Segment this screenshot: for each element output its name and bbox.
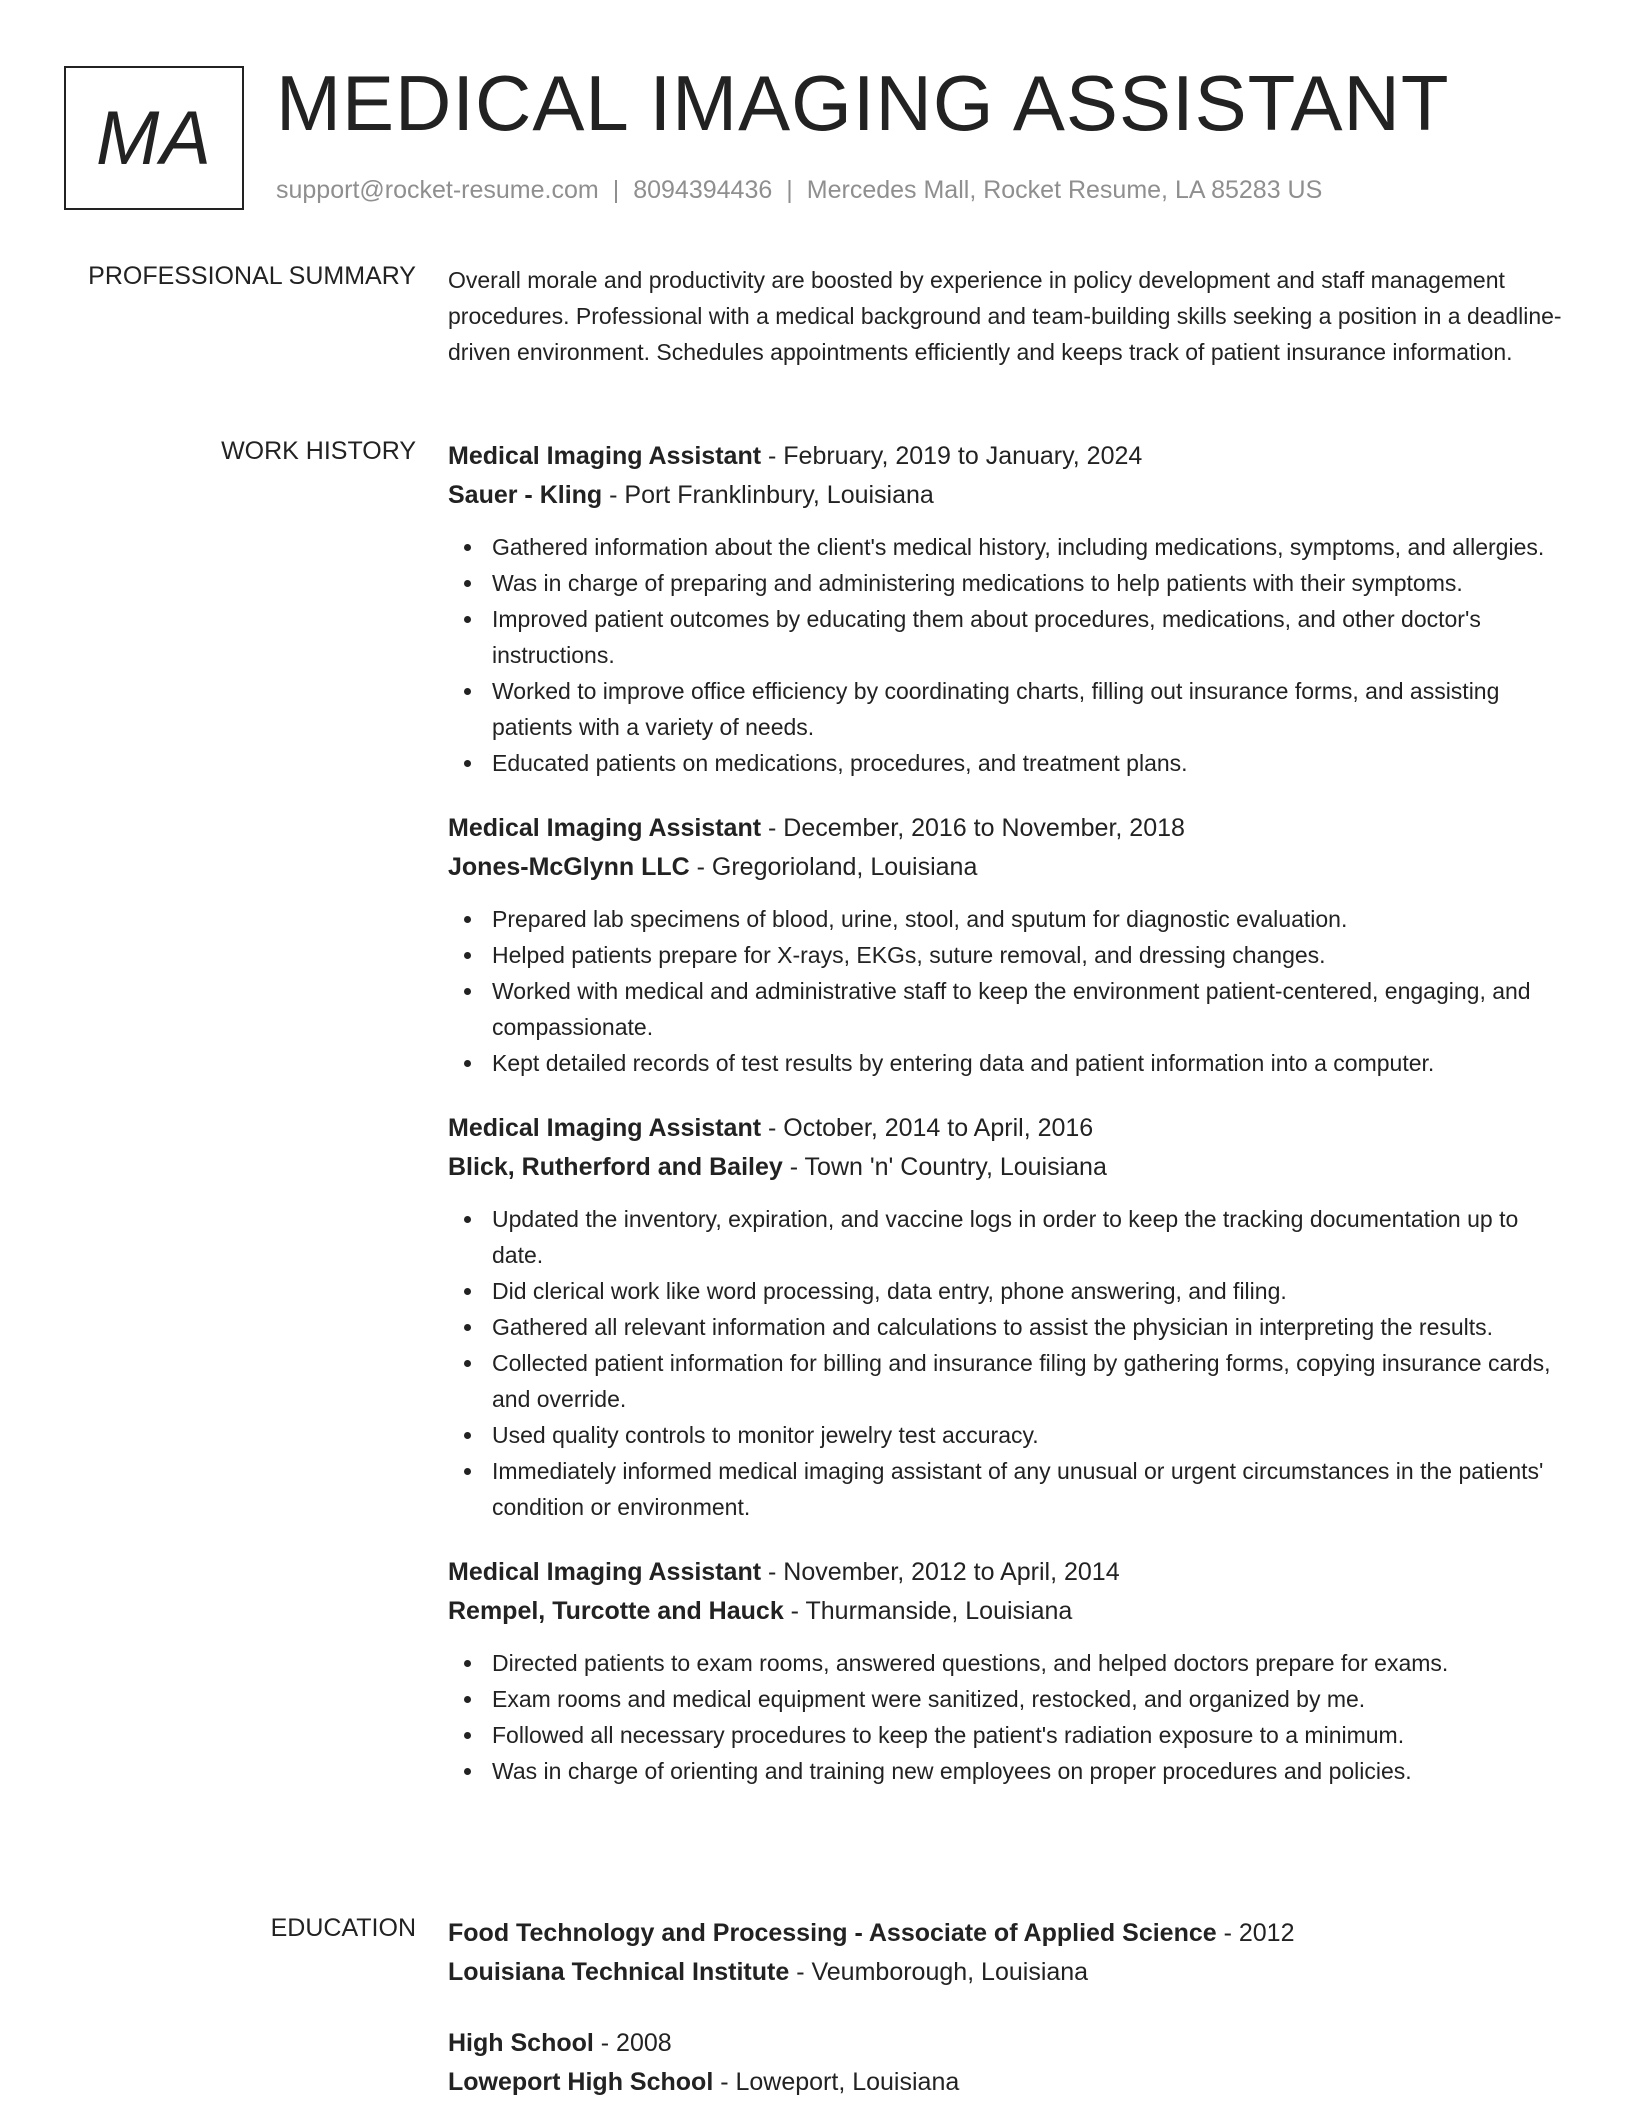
contact-line — [276, 176, 1322, 205]
bullet-item: Prepared lab specimens of blood, urine, stool, and sputum for diagnostic evaluation. — [448, 901, 1568, 937]
job-title: Medical Imaging Assistant — [448, 1114, 762, 1142]
job-dates: - November, 2012 to April, 2014 — [761, 1558, 1120, 1586]
job-company-line — [448, 1148, 1568, 1187]
school: Louisiana Technical Institute — [448, 1958, 790, 1986]
job-entry — [448, 1553, 1568, 1789]
job-title: Medical Imaging Assistant — [448, 442, 762, 470]
job-dates: - October, 2014 to April, 2016 — [761, 1114, 1094, 1142]
school-line — [448, 1953, 1568, 1992]
job-company: Rempel, Turcotte and Hauck — [448, 1597, 784, 1625]
job-title-line — [448, 437, 1568, 476]
bullet-item: Was in charge of orienting and training new employees on proper procedures and policies. — [448, 1753, 1568, 1789]
education-entry — [448, 1914, 1568, 1992]
bullet-item: Exam rooms and medical equipment were sanitized, restocked, and organized by me. — [448, 1681, 1568, 1717]
section-label-summary: PROFESSIONAL SUMMARY — [88, 262, 416, 290]
bullet-item: Worked to improve office efficiency by coordinating charts, filling out insurance forms, and assisting patients with a variety of needs. — [448, 673, 1568, 745]
job-company-line — [448, 848, 1568, 887]
school-line — [448, 2063, 1568, 2102]
separator: | — [786, 176, 793, 204]
job-title-line — [448, 809, 1568, 848]
bullet-item: Collected patient information for billing and insurance filing by gathering forms, copying insurance cards, and override. — [448, 1345, 1568, 1417]
bullet-item: Updated the inventory, expiration, and vaccine logs in order to keep the tracking documentation up to date. — [448, 1201, 1568, 1273]
job-location: - Gregorioland, Louisiana — [689, 853, 978, 881]
job-company: Jones-McGlynn LLC — [448, 853, 690, 881]
bullet-item: Gathered information about the client's medical history, including medications, symptoms, and allergies. — [448, 529, 1568, 565]
monogram: MA — [64, 66, 244, 210]
section-label-education: EDUCATION — [270, 1914, 416, 1942]
bullet-item: Kept detailed records of test results by entering data and patient information into a computer. — [448, 1045, 1568, 1081]
bullet-item: Directed patients to exam rooms, answered questions, and helped doctors prepare for exams. — [448, 1645, 1568, 1681]
bullet-item: Used quality controls to monitor jewelry test accuracy. — [448, 1417, 1568, 1453]
bullet-item: Followed all necessary procedures to keep the patient's radiation exposure to a minimum. — [448, 1717, 1568, 1753]
job-company: Sauer - Kling — [448, 481, 603, 509]
job-company-line — [448, 1592, 1568, 1631]
section-label-work-history: WORK HISTORY — [221, 437, 416, 465]
job-entry — [448, 437, 1568, 781]
bullet-item: Immediately informed medical imaging assistant of any unusual or urgent circumstances in the patients' condition or environment. — [448, 1453, 1568, 1525]
bullet-item: Improved patient outcomes by educating them about procedures, medications, and other doctor's instructions. — [448, 601, 1568, 673]
bullet-item: Worked with medical and administrative staff to keep the environment patient-centered, engaging, and compassionate. — [448, 973, 1568, 1045]
degree: Food Technology and Processing - Associate of Applied Science — [448, 1919, 1217, 1947]
job-company-line — [448, 476, 1568, 515]
jobs-list — [448, 437, 1568, 1817]
school: Loweport High School — [448, 2068, 714, 2096]
job-company: Blick, Rutherford and Bailey — [448, 1153, 783, 1181]
job-title: Medical Imaging Assistant — [448, 1558, 762, 1586]
job-dates: - February, 2019 to January, 2024 — [761, 442, 1143, 470]
address: Mercedes Mall, Rocket Resume, LA 85283 US — [806, 176, 1323, 204]
page-title: MEDICAL IMAGING ASSISTANT — [276, 59, 1450, 147]
bullet-item: Gathered all relevant information and calculations to assist the physician in interpreting the results. — [448, 1309, 1568, 1345]
bullet-item: Educated patients on medications, procedures, and treatment plans. — [448, 745, 1568, 781]
job-title-line — [448, 1109, 1568, 1148]
degree-line — [448, 2024, 1568, 2063]
education-list — [448, 1914, 1568, 2112]
bullet-item: Did clerical work like word processing, data entry, phone answering, and filing. — [448, 1273, 1568, 1309]
job-title: Medical Imaging Assistant — [448, 814, 762, 842]
job-bullets — [448, 1201, 1568, 1525]
degree-year: - 2008 — [593, 2029, 672, 2057]
job-location: - Town 'n' Country, Louisiana — [782, 1153, 1107, 1181]
bullet-item: Was in charge of preparing and administering medications to help patients with their symptoms. — [448, 565, 1568, 601]
job-bullets — [448, 901, 1568, 1081]
job-location: - Port Franklinbury, Louisiana — [602, 481, 934, 509]
job-bullets — [448, 1645, 1568, 1789]
job-entry — [448, 1109, 1568, 1525]
degree-line — [448, 1914, 1568, 1953]
job-dates: - December, 2016 to November, 2018 — [761, 814, 1185, 842]
degree: High School — [448, 2029, 594, 2057]
job-location: - Thurmanside, Louisiana — [783, 1597, 1073, 1625]
summary-text: Overall morale and productivity are boosted by experience in policy development and staff management procedures. Professional with a medical background and team-building skills seeking a position in a deadline-driven environment. Schedules appointments efficiently and keeps track of patient insurance information. — [448, 267, 1562, 365]
degree-year: - 2012 — [1216, 1919, 1295, 1947]
job-entry — [448, 809, 1568, 1081]
email[interactable]: support@rocket-resume.com — [276, 176, 599, 204]
education-entry — [448, 2024, 1568, 2102]
separator: | — [612, 176, 620, 204]
phone[interactable]: 8094394436 — [633, 176, 773, 204]
school-location: - Veumborough, Louisiana — [789, 1958, 1089, 1986]
job-title-line — [448, 1553, 1568, 1592]
school-location: - Loweport, Louisiana — [713, 2068, 960, 2096]
job-bullets — [448, 529, 1568, 781]
bullet-item: Helped patients prepare for X-rays, EKGs, suture removal, and dressing changes. — [448, 937, 1568, 973]
